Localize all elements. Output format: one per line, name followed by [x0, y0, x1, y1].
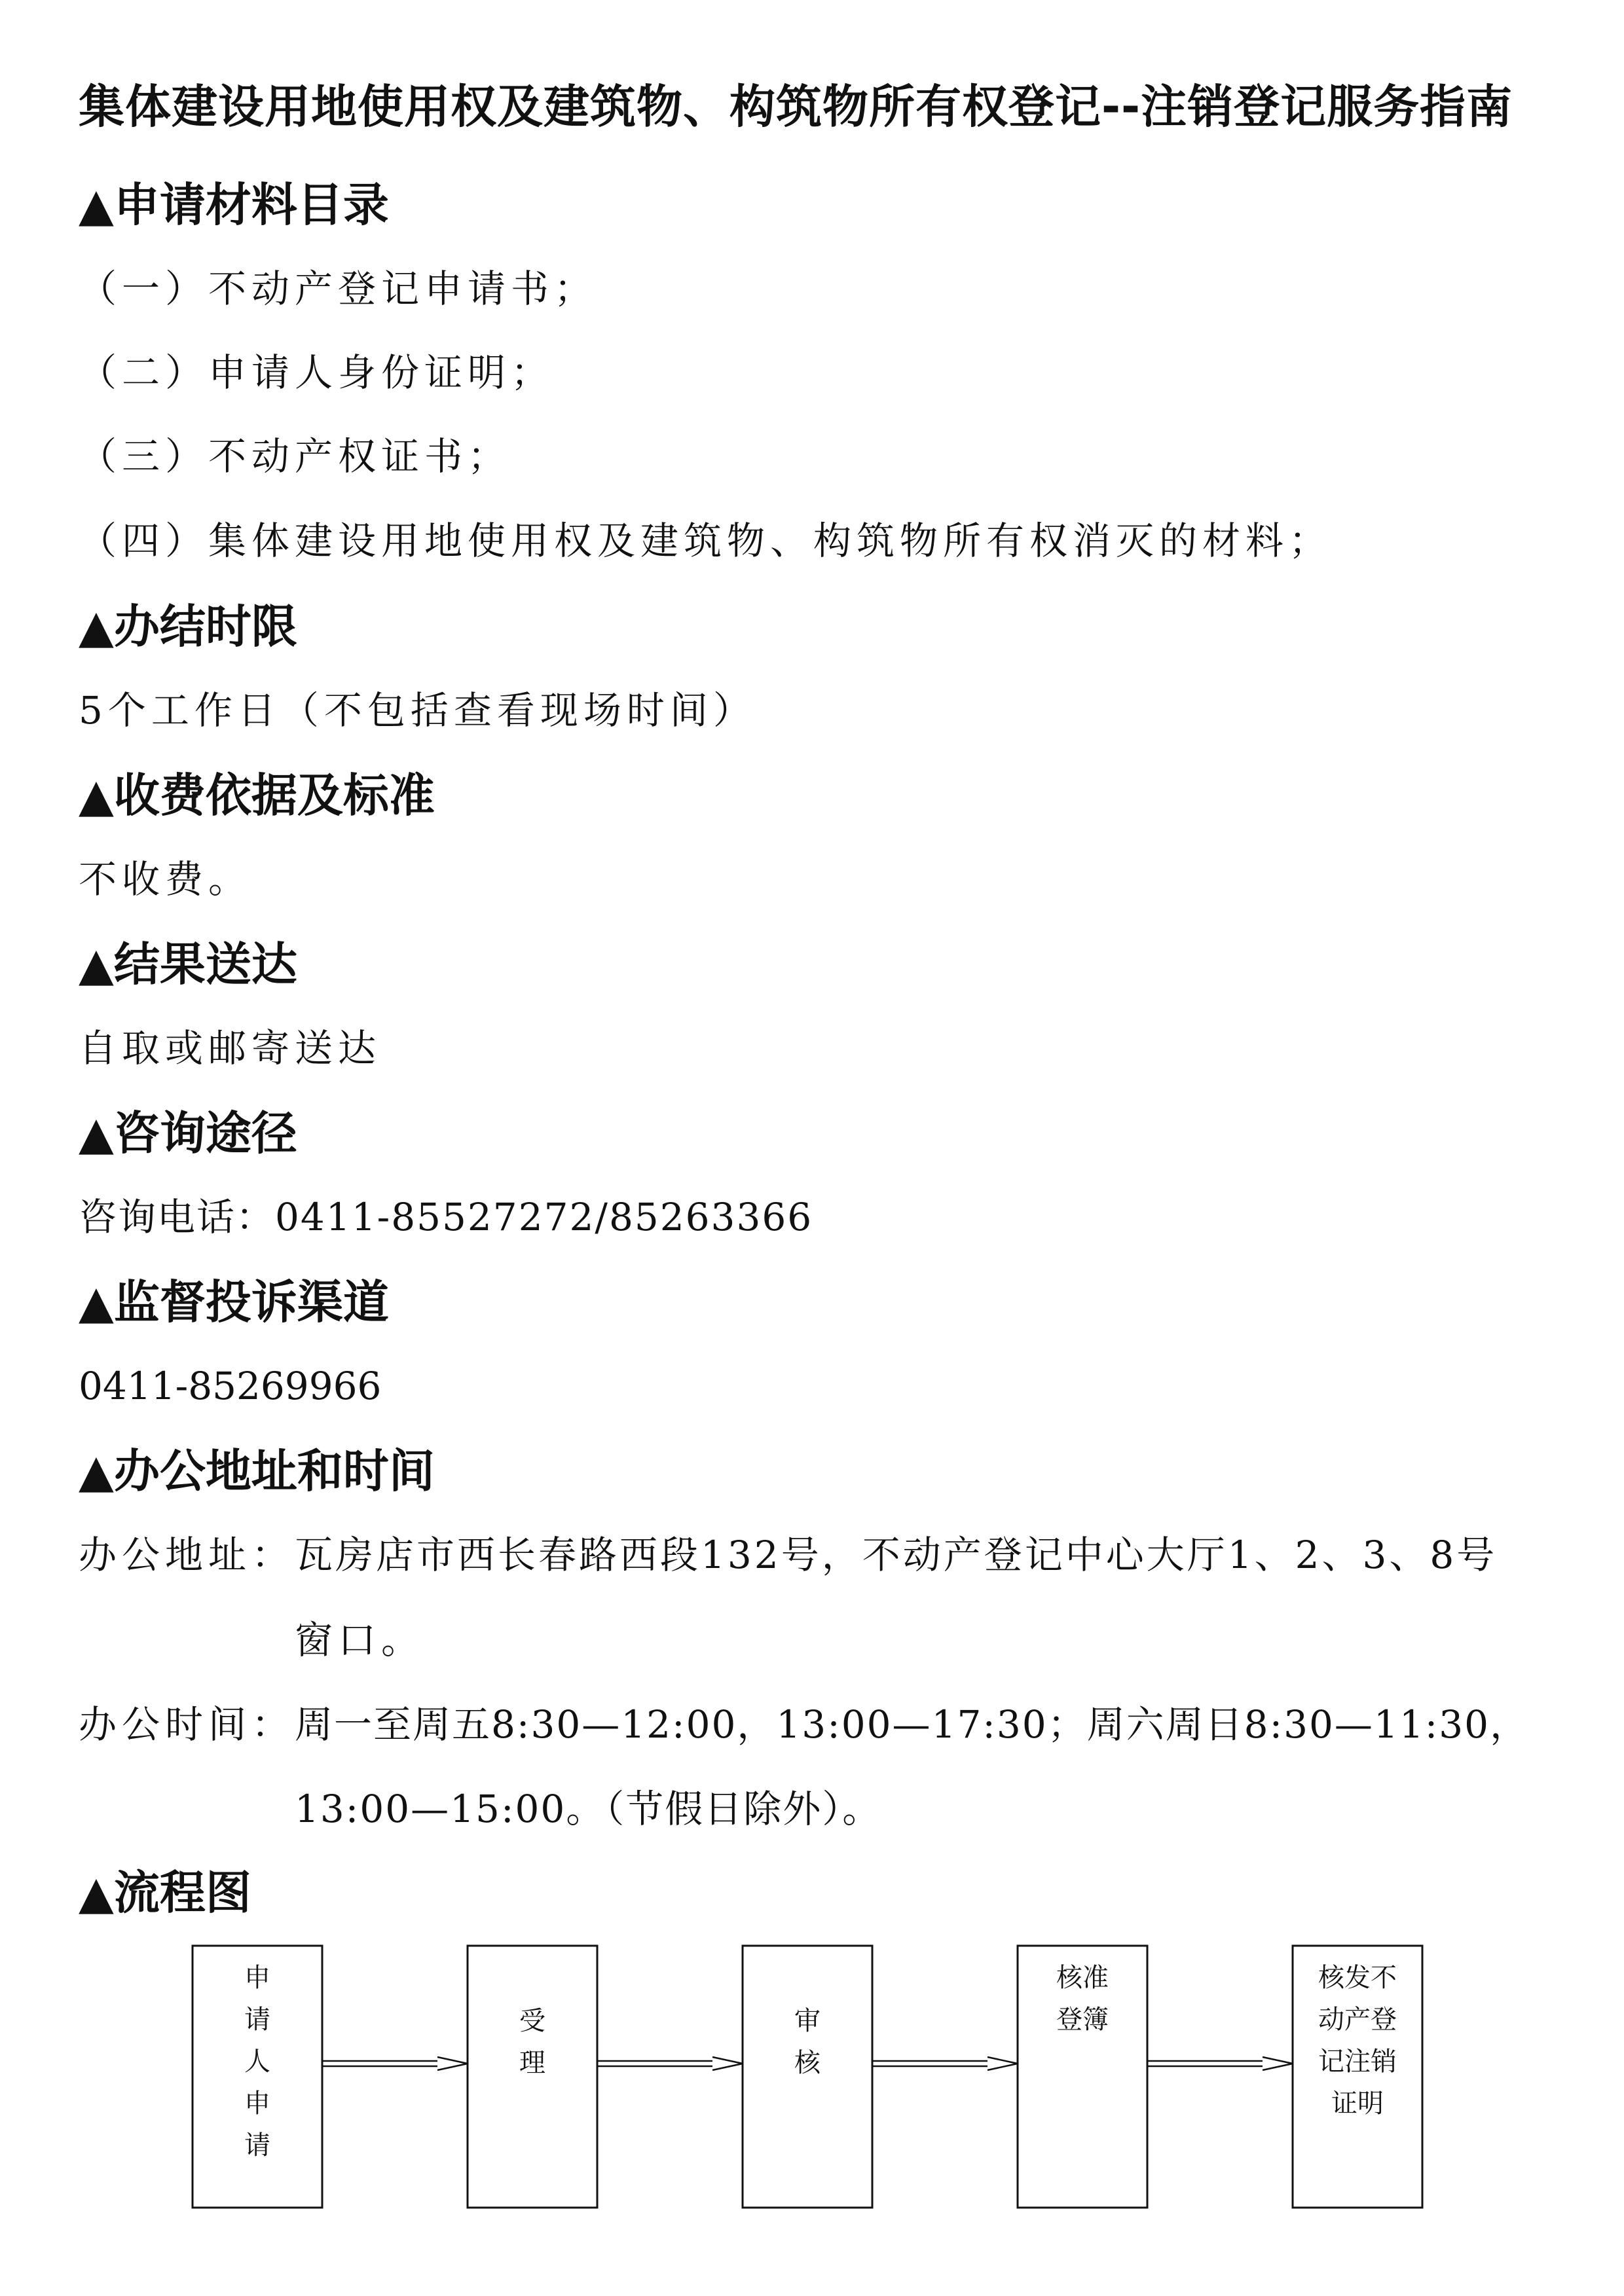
- flow-step-1-line-4: 申: [244, 2088, 270, 2119]
- flow-arrow-1: [322, 2057, 468, 2070]
- flow-step-5-line-1: 核发不: [1318, 1963, 1397, 1993]
- flow-arrow-4: [1147, 2057, 1293, 2070]
- flow-step-2-line-2: 理: [519, 2048, 545, 2078]
- materials-item-4: （四）集体建设用地使用权及建筑物、构筑物所有权消灭的材料；: [79, 519, 1333, 563]
- delivery-text: 自取或邮寄送达: [79, 1026, 382, 1070]
- materials-item-3: （三）不动产权证书；: [79, 434, 511, 479]
- time-limit-text: 5个工作日（不包括查看现场时间）: [79, 688, 756, 733]
- flow-step-4-line-1: 核准: [1056, 1963, 1109, 1993]
- flow-step-3-line-2: 核: [794, 2048, 821, 2078]
- flow-step-2-line-1: 受: [519, 2006, 545, 2036]
- section-heading-materials: ▲申请材料目录: [79, 178, 389, 232]
- flow-arrow-3: [872, 2057, 1018, 2070]
- section-heading-complaint: ▲监督投诉渠道: [79, 1275, 389, 1329]
- flow-step-1-line-3: 人: [244, 2047, 270, 2077]
- section-heading-office: ▲办公地址和时间: [79, 1444, 435, 1498]
- flow-step-5-line-3: 记注销: [1318, 2047, 1397, 2077]
- flow-step-5-line-2: 动产登: [1318, 2005, 1397, 2035]
- section-heading-consult: ▲咨询途径: [79, 1106, 297, 1160]
- flow-step-1-line-5: 请: [244, 2130, 270, 2160]
- section-heading-time-limit: ▲办结时限: [79, 600, 297, 653]
- office-address-line2: 窗口。: [295, 1618, 425, 1662]
- flow-step-5-line-4: 证明: [1331, 2088, 1384, 2119]
- materials-item-1: （一）不动产登记申请书；: [79, 266, 598, 311]
- office-hours-line1: 周一至周五8:30—12:00，13:00—17:30；周六周日8:30—11:30，: [295, 1702, 1530, 1747]
- fees-text: 不收费。: [79, 857, 252, 902]
- section-heading-flow: ▲流程图: [79, 1866, 251, 1920]
- office-hours-line2: 13:00—15:00。（节假日除外）。: [295, 1787, 882, 1831]
- section-heading-fees: ▲收费依据及标准: [79, 769, 435, 822]
- office-address-line1: 瓦房店市西长春路西段132号，不动产登记中心大厅1、2、3、8号: [295, 1533, 1498, 1577]
- flow-step-1-line-1: 申: [244, 1963, 270, 1993]
- flow-step-3-line-1: 审: [794, 2006, 821, 2036]
- office-hours-label: 办公时间：: [79, 1702, 295, 1747]
- section-heading-delivery: ▲结果送达: [79, 938, 297, 991]
- flow-arrow-2: [597, 2057, 743, 2070]
- consult-phone-text: 咨询电话：0411-85527272/85263366: [79, 1195, 813, 1239]
- materials-item-2: （二）申请人身份证明；: [79, 350, 555, 395]
- page-title: 集体建设用地使用权及建筑物、构筑物所有权登记--注销登记服务指南: [79, 80, 1513, 134]
- complaint-phone-text: 0411-85269966: [79, 1364, 382, 1408]
- office-address-label: 办公地址：: [79, 1533, 295, 1577]
- flow-step-4-line-2: 登簿: [1056, 2005, 1109, 2035]
- flow-step-1-line-2: 请: [244, 2005, 270, 2035]
